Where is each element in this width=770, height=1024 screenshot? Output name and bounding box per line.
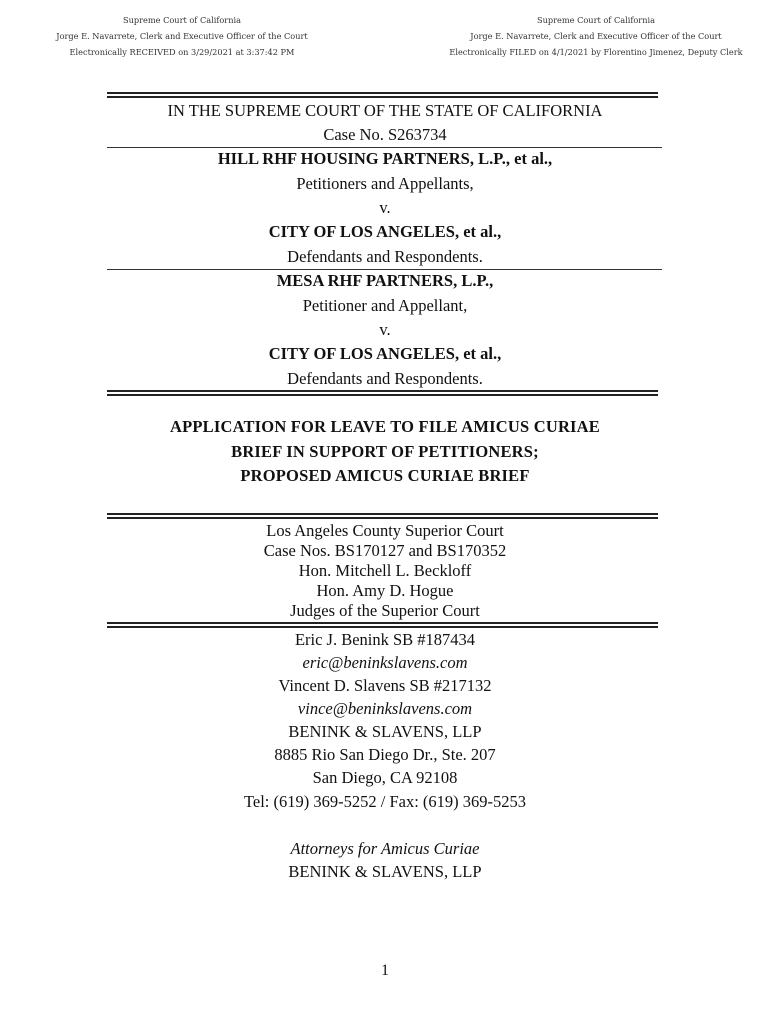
stamp-court: Supreme Court of California: [537, 15, 655, 25]
firm-address-city: San Diego, CA 92108: [312, 768, 458, 787]
document-title-line: BRIEF IN SUPPORT OF PETITIONERS;: [231, 442, 539, 461]
document-title-line: APPLICATION FOR LEAVE TO FILE AMICUS CURIAE: [169, 417, 601, 436]
versus: v.: [379, 198, 391, 217]
document-title-line: PROPOSED AMICUS CURIAE BRIEF: [240, 466, 530, 485]
filed-stamp: [436, 12, 756, 60]
petitioner-role: Petitioner and Appellant,: [302, 296, 468, 315]
court-name: IN THE SUPREME COURT OF THE STATE OF CALIFORNIA: [167, 101, 603, 120]
attorney-name: Eric J. Benink SB #187434: [294, 630, 476, 649]
top-double-rule: [107, 92, 658, 98]
stamp-clerk: Jorge E. Navarrete, Clerk and Executive Officer of the Court: [56, 31, 308, 41]
attorney-email: vince@beninkslavens.com: [297, 699, 473, 718]
judge-name: Hon. Amy D. Hogue: [316, 581, 454, 600]
stamp-court: Supreme Court of California: [123, 15, 241, 25]
respondent-role: Defendants and Respondents.: [287, 247, 483, 266]
firm-address-street: 8885 Rio San Diego Dr., Ste. 207: [274, 745, 496, 764]
divider-rule: [107, 147, 662, 148]
page-number: 1: [381, 962, 389, 979]
counsel-role: Attorneys for Amicus Curiae: [290, 839, 480, 858]
attorney-email: eric@beninkslavens.com: [302, 653, 468, 672]
firm-name: BENINK & SLAVENS, LLP: [288, 722, 482, 741]
respondent-role: Defendants and Respondents.: [287, 369, 483, 388]
petitioner-name: MESA RHF PARTNERS, L.P.,: [276, 271, 494, 290]
petitioner-role: Petitioners and Appellants,: [296, 174, 474, 193]
judges-label: Judges of the Superior Court: [290, 601, 480, 620]
judge-name: Hon. Mitchell L. Beckloff: [298, 561, 472, 580]
firm-phone-fax: Tel: (619) 369-5252 / Fax: (619) 369-5253: [243, 792, 527, 811]
stamp-clerk: Jorge E. Navarrete, Clerk and Executive Officer of the Court: [470, 31, 722, 41]
case-number: Case No. S263734: [323, 125, 447, 144]
attorney-name: Vincent D. Slavens SB #217132: [278, 676, 492, 695]
divider-rule: [107, 269, 662, 270]
respondent-name: CITY OF LOS ANGELES, et al.,: [268, 344, 502, 363]
lower-court-name: Los Angeles County Superior Court: [266, 521, 504, 540]
received-stamp: [22, 12, 342, 60]
versus: v.: [379, 320, 391, 339]
stamp-filed: Electronically FILED on 4/1/2021 by Florentino Jimenez, Deputy Clerk: [449, 47, 743, 57]
counsel-double-rule: [107, 622, 658, 628]
petitioner-name: HILL RHF HOUSING PARTNERS, L.P., et al.,: [217, 149, 553, 168]
respondent-name: CITY OF LOS ANGELES, et al.,: [268, 222, 502, 241]
counsel-role-firm: BENINK & SLAVENS, LLP: [288, 862, 482, 881]
lower-court-double-rule: [107, 513, 658, 519]
lower-court-case-numbers: Case Nos. BS170127 and BS170352: [263, 541, 507, 560]
stamp-received: Electronically RECEIVED on 3/29/2021 at 3:37:42 PM: [69, 47, 295, 57]
caption-double-rule: [107, 390, 658, 396]
